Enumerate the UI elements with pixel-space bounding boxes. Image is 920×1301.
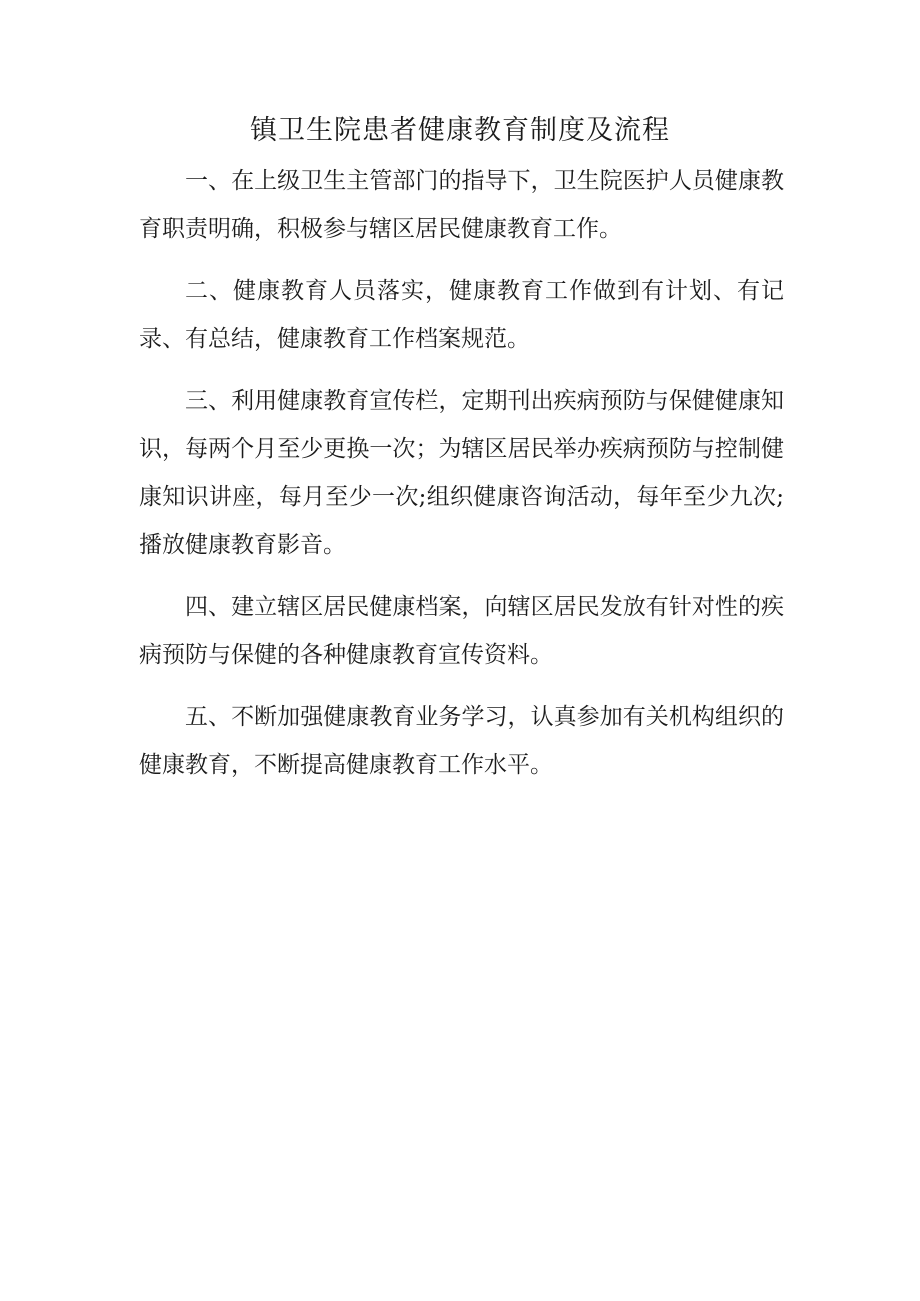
document-title: 镇卫生院患者健康教育制度及流程 bbox=[250, 115, 670, 146]
paragraph-2: 二、健康教育人员落实，健康教育工作做到有计划、有记录、有总结，健康教育工作档案规范。 bbox=[139, 278, 784, 352]
paragraph-3: 三、利用健康教育宣传栏，定期刊出疾病预防与保健健康知识，每两个月至少更换一次；为辖区居民举办疾病预防与控制健康知识讲座，每月至少一次;组织健康咨询活动，每年至少九次;播放健康教育影音。 bbox=[139, 388, 784, 558]
paragraph-5: 五、不断加强健康教育业务学习，认真参加有关机构组织的健康教育，不断提高健康教育工作水平。 bbox=[139, 704, 784, 778]
paragraph-1: 一、在上级卫生主管部门的指导下，卫生院医护人员健康教育职责明确，积极参与辖区居民健康教育工作。 bbox=[139, 168, 784, 242]
document-body bbox=[139, 157, 784, 803]
paragraph-4: 四、建立辖区居民健康档案，向辖区居民发放有针对性的疾病预防与保健的各种健康教育宣传资料。 bbox=[139, 594, 784, 668]
